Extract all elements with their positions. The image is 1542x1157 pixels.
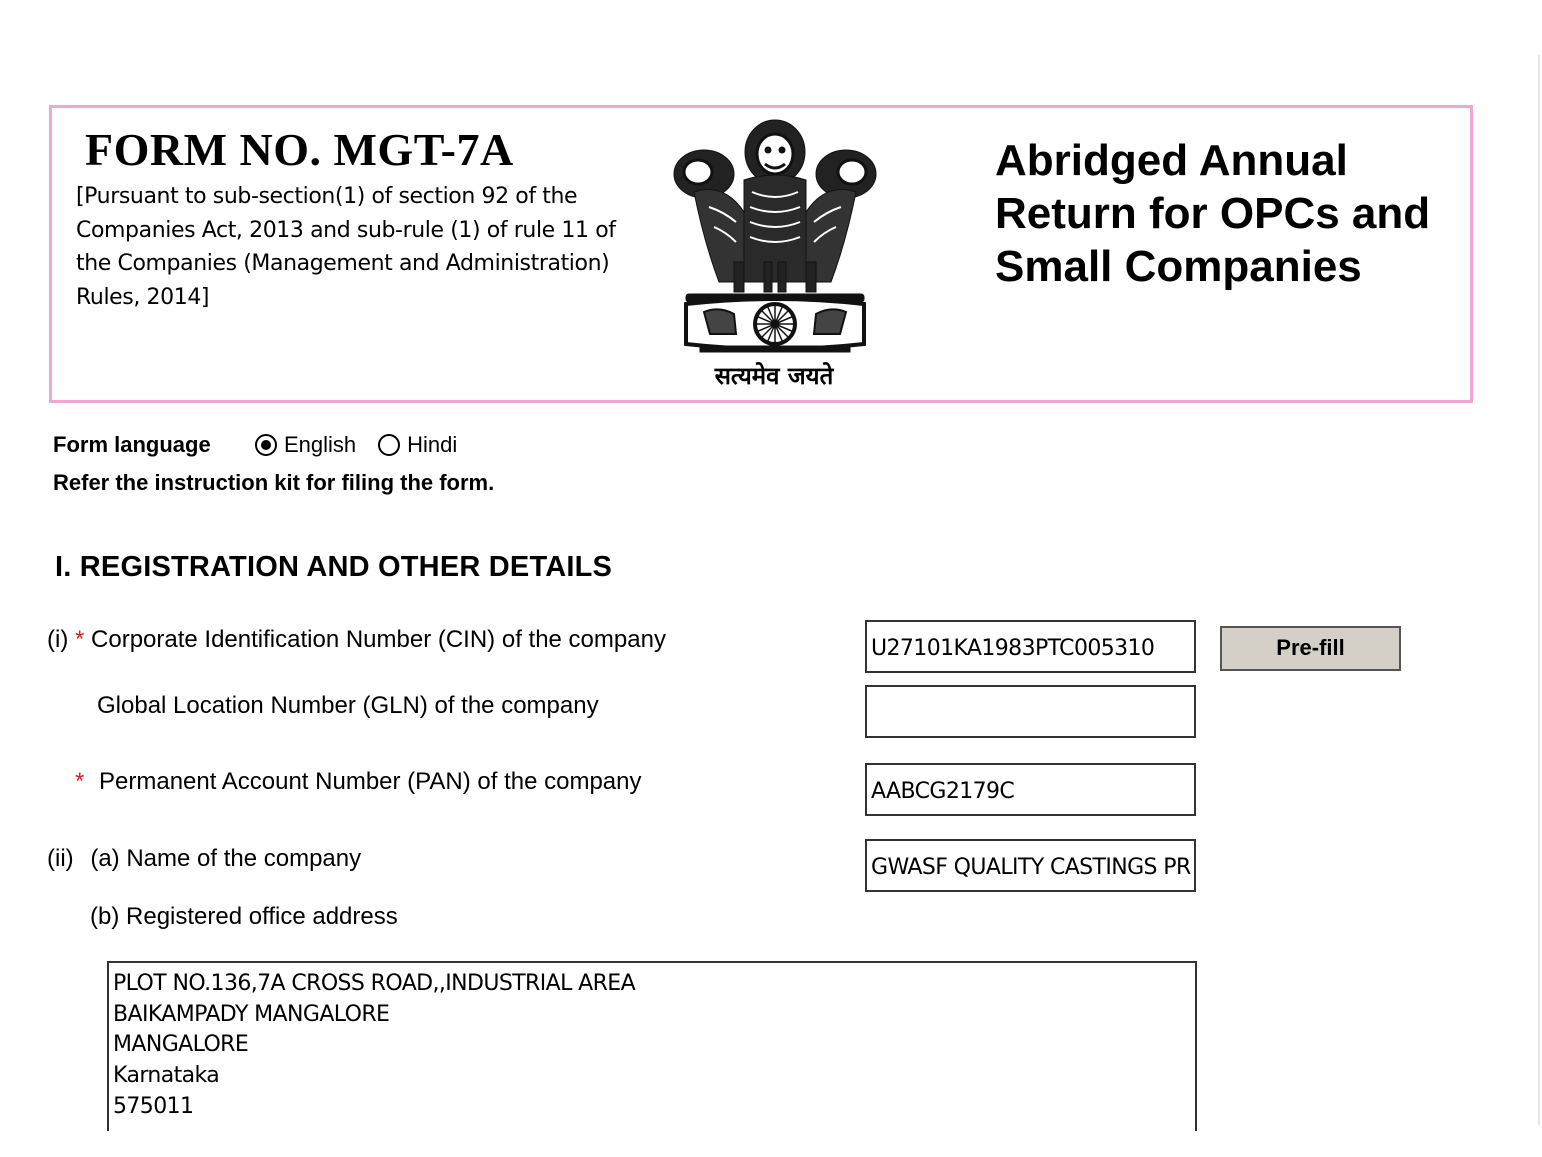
form-title: Abridged Annual Return for OPCs and Small Companies xyxy=(995,136,1431,291)
pan-input[interactable]: AABCG2179C xyxy=(865,763,1196,816)
cin-label: Corporate Identification Number (CIN) of the company xyxy=(91,626,666,653)
sub-item-letter: (a) xyxy=(90,845,120,872)
address-line: Karnataka xyxy=(113,1063,220,1089)
cin-label-row xyxy=(47,626,666,654)
company-name-label: Name of the company xyxy=(126,845,362,872)
registered-address-textarea[interactable] xyxy=(107,961,1197,1131)
radio-checked-icon[interactable] xyxy=(255,434,277,456)
company-name-input[interactable]: GWASF QUALITY CASTINGS PR xyxy=(865,839,1196,892)
address-label: Registered office address xyxy=(126,903,398,930)
pursuant-note: [Pursuant to sub-section(1) of section 92 of the Companies Act, 2013 and sub-rule (1) of rule 11 of the Companies (Management and Administration) Rules, 2014] xyxy=(76,184,616,310)
company-name-label-row xyxy=(47,845,361,873)
address-line: 575011 xyxy=(113,1093,194,1119)
prefill-button[interactable]: Pre-fill xyxy=(1220,626,1401,671)
gln-label: Global Location Number (GLN) of the company xyxy=(97,692,599,719)
pan-label: Permanent Account Number (PAN) of the company xyxy=(99,768,642,795)
address-label-row xyxy=(90,903,398,931)
gln-input[interactable] xyxy=(865,685,1196,738)
emblem-motto: सत्यमेव जयते xyxy=(714,361,834,390)
sub-item-letter: (b) xyxy=(90,903,120,930)
form-number: FORM NO. MGT-7A xyxy=(85,124,514,175)
item-number: (ii) xyxy=(47,845,74,872)
pan-label-row xyxy=(75,768,642,796)
radio-unchecked-icon[interactable] xyxy=(378,434,400,456)
language-option-english[interactable] xyxy=(255,432,356,458)
instruction-note: Refer the instruction kit for filing the form. xyxy=(53,470,495,495)
form-language-selector xyxy=(53,430,479,460)
required-marker: * xyxy=(75,768,85,795)
language-option-label: Hindi xyxy=(407,432,458,457)
address-line: PLOT NO.136,7A CROSS ROAD,,INDUSTRIAL AREA xyxy=(113,971,636,996)
cin-input[interactable]: U27101KA1983PTC005310 xyxy=(865,620,1196,673)
national-emblem-icon xyxy=(664,112,886,362)
language-option-label: English xyxy=(284,432,357,457)
item-number: (i) xyxy=(47,626,69,653)
language-option-hindi[interactable] xyxy=(378,432,457,458)
page-edge xyxy=(1538,55,1540,1125)
address-line: BAIKAMPADY MANGALORE xyxy=(113,1001,390,1027)
form-language-label: Form language xyxy=(53,432,211,457)
required-marker: * xyxy=(75,626,85,653)
address-line: MANGALORE xyxy=(113,1032,249,1058)
section-heading: I. REGISTRATION AND OTHER DETAILS xyxy=(55,551,613,583)
